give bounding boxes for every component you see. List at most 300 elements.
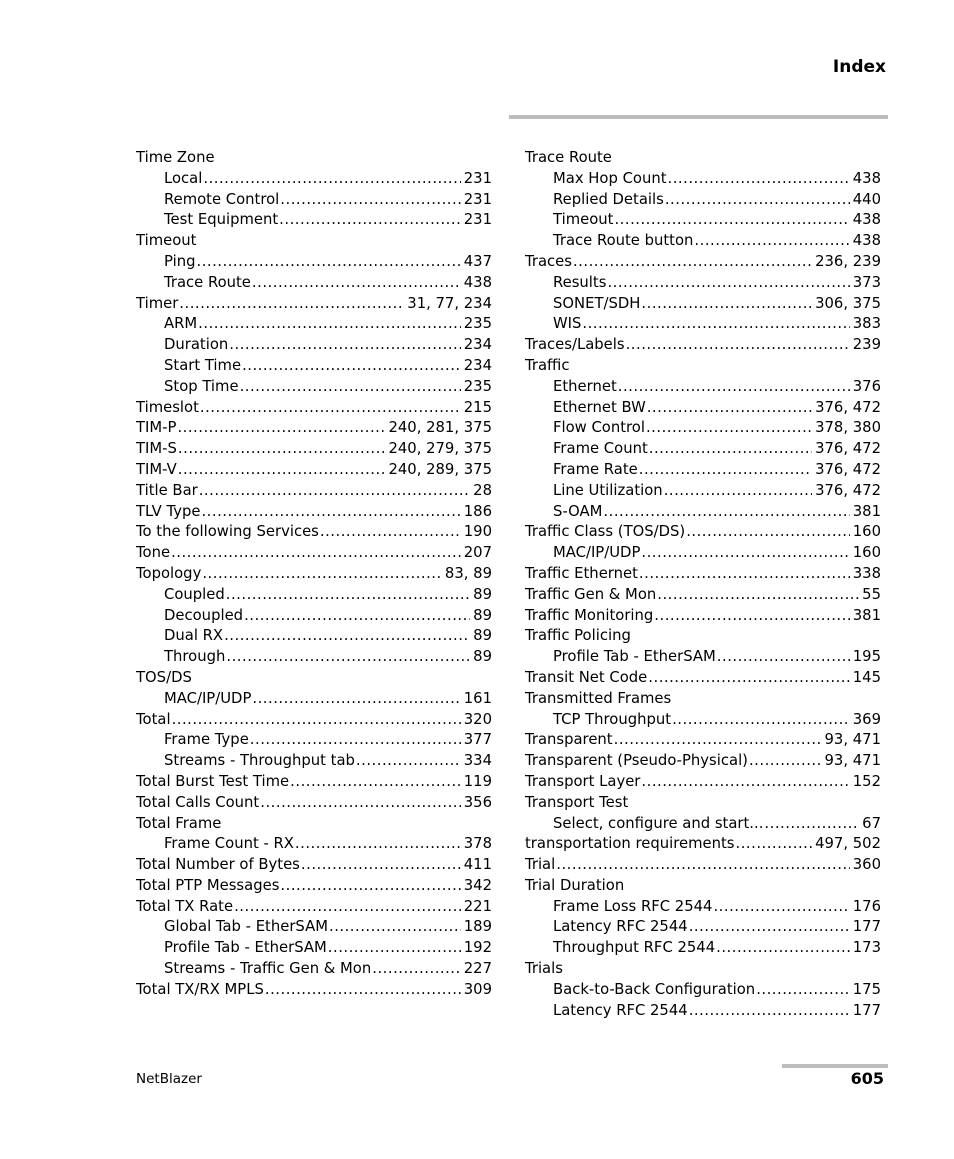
page-references: 161 (463, 689, 492, 707)
dot-leader (654, 606, 849, 627)
index-term: Local (164, 169, 203, 187)
index-entry (525, 606, 881, 627)
dot-leader (639, 564, 850, 585)
index-subentry (136, 377, 492, 398)
index-entry (525, 356, 881, 377)
dot-leader (201, 502, 460, 523)
index-term: Global Tab - EtherSAM (164, 918, 328, 936)
page-references: 221 (463, 897, 492, 915)
dot-leader (372, 959, 461, 980)
index-term: transportation requirements (525, 835, 735, 853)
page-references: 93, 471 (824, 731, 881, 749)
index-term: TLV Type (136, 502, 201, 520)
page-references: 378 (463, 835, 492, 853)
dot-leader (626, 335, 850, 356)
index-subentry (136, 751, 492, 772)
page-references: 376, 472 (815, 440, 881, 458)
index-term: Trial (525, 856, 556, 874)
index-subentry (525, 1001, 881, 1022)
index-term: Ethernet BW (553, 398, 646, 416)
dot-leader (240, 377, 461, 398)
index-term: Remote Control (164, 190, 280, 208)
index-subentry (136, 730, 492, 751)
page-references: 411 (463, 856, 492, 874)
index-term: Streams - Throughput tab (164, 752, 355, 770)
index-term: MAC/IP/UDP (553, 544, 641, 562)
page-references: 342 (463, 876, 492, 894)
page-references: 89 (473, 606, 492, 624)
index-term: Trial Duration (525, 876, 625, 894)
index-entry (136, 710, 492, 731)
index-subentry (525, 502, 881, 523)
dot-leader (328, 938, 461, 959)
index-entry (136, 231, 492, 252)
index-subentry (525, 169, 881, 190)
index-term: TOS/DS (136, 668, 192, 686)
index-term: Total PTP Messages (136, 876, 280, 894)
dot-leader (234, 897, 461, 918)
dot-leader (229, 335, 460, 356)
product-name: NetBlazer (136, 1071, 202, 1087)
page-references: 152 (852, 772, 881, 790)
index-entry (136, 772, 492, 793)
index-term: Transmitted Frames (525, 689, 672, 707)
index-entry (525, 751, 881, 772)
page-references: 240, 279, 375 (388, 440, 492, 458)
page-references: 376 (852, 377, 881, 395)
index-term: Transparent (Pseudo-Physical) (525, 752, 748, 770)
index-subentry (525, 231, 881, 252)
index-entry (525, 626, 881, 647)
index-entry (525, 585, 881, 606)
page-references: 207 (463, 544, 492, 562)
index-entry (525, 564, 881, 585)
dot-leader (280, 190, 460, 211)
dot-leader (556, 855, 850, 876)
dot-leader (694, 231, 849, 252)
page-references: 236, 239 (815, 252, 881, 270)
index-term: Duration (164, 336, 229, 354)
page-references: 190 (463, 523, 492, 541)
index-subentry (525, 897, 881, 918)
dot-leader (716, 938, 850, 959)
page-references: 240, 289, 375 (388, 460, 492, 478)
index-column-right (525, 148, 881, 1021)
index-subentry (525, 543, 881, 564)
index-term: Latency RFC 2544 (553, 918, 688, 936)
page-references: 334 (463, 752, 492, 770)
page-references: 377 (463, 731, 492, 749)
page-references: 119 (463, 772, 492, 790)
page-references: 438 (852, 211, 881, 229)
dot-leader (646, 418, 812, 439)
dot-leader (356, 751, 461, 772)
index-term: Total Frame (136, 814, 222, 832)
index-term: S-OAM (553, 502, 603, 520)
index-entry (525, 252, 881, 273)
dot-leader (756, 980, 850, 1001)
index-entry (136, 814, 492, 835)
page-references: 360 (852, 856, 881, 874)
dot-leader (717, 647, 850, 668)
index-term: Frame Rate (553, 460, 638, 478)
index-entry (136, 502, 492, 523)
index-term: Throughput RFC 2544 (553, 939, 716, 957)
dot-leader (641, 543, 849, 564)
page-references: 438 (463, 273, 492, 291)
index-term: Test Equipment (164, 211, 279, 229)
page-references: 160 (852, 544, 881, 562)
dot-leader (199, 481, 470, 502)
index-term: Results (553, 273, 607, 291)
index-term: Total Number of Bytes (136, 856, 300, 874)
index-subentry (525, 418, 881, 439)
index-term: Traffic Monitoring (525, 606, 654, 624)
dot-leader (178, 460, 386, 481)
index-subentry (525, 938, 881, 959)
index-subentry (525, 710, 881, 731)
index-subentry (136, 585, 492, 606)
dot-leader (607, 273, 849, 294)
index-subentry (136, 252, 492, 273)
dot-leader (329, 917, 461, 938)
index-term: Decoupled (164, 606, 244, 624)
index-entry (136, 876, 492, 897)
page-references: 383 (852, 315, 881, 333)
index-term: Frame Loss RFC 2544 (553, 897, 713, 915)
page-references: 338 (852, 564, 881, 582)
index-entry (136, 897, 492, 918)
dot-leader (295, 834, 461, 855)
page-references: 55 (862, 585, 881, 603)
index-term: Traffic Ethernet (525, 564, 638, 582)
page-references: 438 (852, 169, 881, 187)
dot-leader (713, 897, 849, 918)
index-entry (525, 522, 881, 543)
index-entry (136, 398, 492, 419)
dot-leader (226, 585, 470, 606)
index-term: Total Calls Count (136, 793, 260, 811)
index-entry (525, 148, 881, 169)
header-rule (509, 115, 888, 119)
index-subentry (136, 647, 492, 668)
dot-leader (252, 273, 461, 294)
index-subentry (136, 335, 492, 356)
index-entry (525, 855, 881, 876)
index-entry (136, 460, 492, 481)
dot-leader (196, 252, 460, 273)
index-term: Transit Net Code (525, 668, 648, 686)
page-references: 31, 77, 234 (407, 294, 492, 312)
dot-leader (244, 606, 470, 627)
page-references: 437 (463, 252, 492, 270)
dot-leader (657, 585, 859, 606)
index-term: Time Zone (136, 149, 215, 166)
dot-leader (224, 626, 470, 647)
dot-leader (250, 730, 461, 751)
index-subentry (136, 190, 492, 211)
dot-leader (689, 1001, 850, 1022)
dot-leader (639, 460, 812, 481)
index-entry (136, 564, 492, 585)
dot-leader (641, 772, 849, 793)
index-subentry (525, 647, 881, 668)
index-column-left (136, 148, 492, 1001)
index-subentry (525, 460, 881, 481)
index-term: Timeout (136, 232, 197, 250)
page-references: 235 (463, 377, 492, 395)
dot-leader (672, 710, 850, 731)
index-entry (136, 543, 492, 564)
dot-leader (179, 294, 404, 315)
dot-leader (301, 855, 461, 876)
dot-leader (582, 314, 849, 335)
page-references: 89 (473, 627, 492, 645)
index-term: Back-to-Back Configuration (553, 980, 756, 998)
dot-leader (290, 772, 461, 793)
index-term: TIM-V (136, 460, 177, 478)
index-term: Coupled (164, 585, 225, 603)
dot-leader (665, 190, 850, 211)
page-references: 176 (852, 897, 881, 915)
index-subentry (136, 959, 492, 980)
index-term: TCP Throughput (553, 710, 672, 728)
index-term: Flow Control (553, 419, 645, 437)
page-references: 378, 380 (815, 419, 881, 437)
page-references: 195 (852, 648, 881, 666)
index-term: Total (136, 710, 171, 728)
index-entry (525, 335, 881, 356)
index-entry (525, 834, 881, 855)
dot-leader (764, 814, 859, 835)
page-references: 173 (852, 939, 881, 957)
index-term: TIM-S (136, 440, 177, 458)
page-references: 240, 281, 375 (388, 419, 492, 437)
page-references: 234 (463, 356, 492, 374)
index-term: Frame Type (164, 731, 249, 749)
dot-leader (573, 252, 812, 273)
index-term: Trace Route (525, 149, 612, 166)
page-references: 497, 502 (815, 835, 881, 853)
page-references: 189 (463, 918, 492, 936)
dot-leader (614, 210, 849, 231)
index-subentry (525, 273, 881, 294)
index-term: Topology (136, 564, 202, 582)
page-references: 373 (852, 273, 881, 291)
index-entry (136, 793, 492, 814)
page-references: 28 (473, 481, 492, 499)
index-entry (525, 959, 881, 980)
dot-leader (260, 793, 461, 814)
index-term: Total TX Rate (136, 897, 234, 915)
index-term: Max Hop Count (553, 169, 667, 187)
index-subentry (136, 626, 492, 647)
dot-leader (252, 689, 460, 710)
dot-leader (649, 439, 812, 460)
index-term: Trace Route (164, 273, 251, 291)
index-term: Start Time (164, 356, 242, 374)
dot-leader (618, 377, 850, 398)
page-references: 376, 472 (815, 481, 881, 499)
dot-leader (202, 564, 442, 585)
dot-leader (320, 522, 461, 543)
index-entry (525, 772, 881, 793)
page-references: 89 (473, 648, 492, 666)
index-subentry (136, 606, 492, 627)
index-term: TIM-P (136, 419, 177, 437)
page-references: 227 (463, 960, 492, 978)
index-term: Transport Test (525, 793, 629, 811)
page-references: 320 (463, 710, 492, 728)
index-entry (525, 689, 881, 710)
index-term: Traffic Gen & Mon (525, 585, 657, 603)
index-term: Total TX/RX MPLS (136, 980, 264, 998)
index-subentry (525, 481, 881, 502)
index-term: Traces (525, 252, 572, 270)
index-term: Traffic Class (TOS/DS) (525, 523, 686, 541)
index-subentry (525, 439, 881, 460)
index-subentry (136, 917, 492, 938)
dot-leader (647, 398, 812, 419)
index-subentry (525, 314, 881, 335)
dot-leader (242, 356, 461, 377)
index-term: Line Utilization (553, 481, 663, 499)
index-term: Timeslot (136, 398, 199, 416)
page-references: 83, 89 (444, 564, 492, 582)
page-references: 177 (852, 918, 881, 936)
page-references: 160 (852, 523, 881, 541)
page-references: 309 (463, 980, 492, 998)
index-term: Trace Route button (553, 232, 694, 250)
dot-leader (198, 314, 461, 335)
dot-leader (641, 294, 812, 315)
index-term: Frame Count - RX (164, 835, 294, 853)
index-subentry (136, 356, 492, 377)
index-subentry (525, 980, 881, 1001)
dot-leader (265, 980, 461, 1001)
page-references: 438 (852, 232, 881, 250)
dot-leader (177, 418, 385, 439)
index-term: To the following Services (136, 523, 319, 541)
index-term: ARM (164, 315, 198, 333)
index-subentry (525, 814, 881, 835)
dot-leader (200, 398, 461, 419)
index-term: Tone (136, 544, 171, 562)
index-term: Frame Count (553, 440, 648, 458)
index-term: Transport Layer (525, 772, 641, 790)
page-references: 369 (852, 710, 881, 728)
index-entry (525, 876, 881, 897)
page-references: 356 (463, 793, 492, 811)
page-references: 192 (463, 939, 492, 957)
page-references: 235 (463, 315, 492, 333)
index-entry (136, 522, 492, 543)
index-subentry (525, 210, 881, 231)
dot-leader (749, 751, 822, 772)
index-term: Total Burst Test Time (136, 772, 290, 790)
index-entry (136, 980, 492, 1001)
page-references: 381 (852, 502, 881, 520)
dot-leader (686, 522, 850, 543)
index-subentry (136, 314, 492, 335)
index-subentry (136, 938, 492, 959)
index-subentry (136, 834, 492, 855)
index-entry (136, 439, 492, 460)
index-entry (136, 418, 492, 439)
index-entry (525, 668, 881, 689)
index-subentry (525, 294, 881, 315)
index-term: Through (164, 648, 226, 666)
dot-leader (280, 876, 460, 897)
index-term: Title Bar (136, 481, 198, 499)
dot-leader (648, 668, 849, 689)
index-subentry (136, 689, 492, 710)
page-references: 306, 375 (815, 294, 881, 312)
page-references: 231 (463, 190, 492, 208)
index-term: Replied Details (553, 190, 664, 208)
page-references: 67 (862, 814, 881, 832)
index-entry (136, 148, 492, 169)
page-references: 440 (852, 190, 881, 208)
page-references: 177 (852, 1001, 881, 1019)
index-term: MAC/IP/UDP (164, 689, 252, 707)
index-term: Select, configure and start... (553, 814, 764, 832)
index-term: Stop Time (164, 377, 239, 395)
index-subentry (525, 398, 881, 419)
index-term: Profile Tab - EtherSAM (164, 939, 327, 957)
index-term: Timer (136, 294, 179, 312)
page-references: 376, 472 (815, 460, 881, 478)
index-entry (136, 855, 492, 876)
page-references: 145 (852, 668, 881, 686)
dot-leader (172, 710, 461, 731)
dot-leader (736, 834, 813, 855)
page-number: 605 (850, 1069, 884, 1088)
page-references: 231 (463, 169, 492, 187)
index-term: WIS (553, 315, 582, 333)
index-term: Trials (525, 960, 563, 978)
page-references: 89 (473, 585, 492, 603)
index-term: Latency RFC 2544 (553, 1001, 688, 1019)
page-references: 234 (463, 336, 492, 354)
index-term: Traffic (525, 356, 570, 374)
page-title: Index (832, 57, 886, 77)
page-references: 381 (852, 606, 881, 624)
dot-leader (203, 169, 460, 190)
dot-leader (226, 647, 470, 668)
index-entry (136, 294, 492, 315)
index-term: Ping (164, 252, 196, 270)
index-term: Streams - Traffic Gen & Mon (164, 960, 372, 978)
dot-leader (614, 730, 822, 751)
page-references: 93, 471 (824, 752, 881, 770)
dot-leader (279, 210, 461, 231)
dot-leader (668, 169, 850, 190)
index-term: SONET/SDH (553, 294, 641, 312)
index-term: Timeout (553, 211, 614, 229)
footer-rule (782, 1064, 888, 1068)
index-term: Profile Tab - EtherSAM (553, 648, 716, 666)
dot-leader (664, 481, 812, 502)
page-references: 175 (852, 980, 881, 998)
index-subentry (525, 190, 881, 211)
index-subentry (136, 210, 492, 231)
index-subentry (136, 169, 492, 190)
index-term: Dual RX (164, 627, 224, 645)
index-subentry (525, 917, 881, 938)
page-references: 239 (852, 336, 881, 354)
index-entry (136, 668, 492, 689)
